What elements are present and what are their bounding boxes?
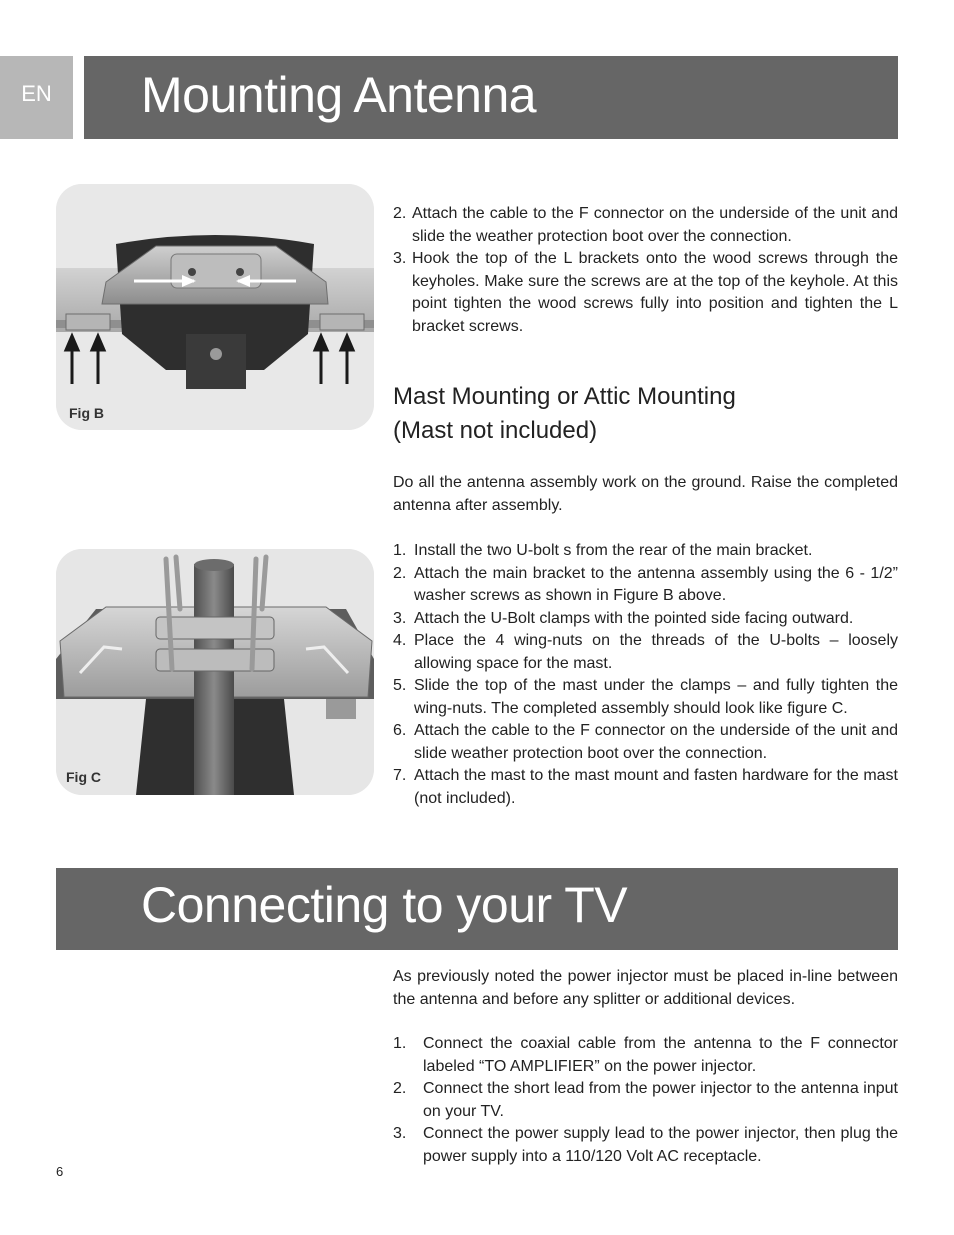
page-number: 6 xyxy=(56,1164,64,1179)
list-item: 3. Connect the power supply lead to the power injector, then plug the power supply into a 110/120 Volt AC receptacle. xyxy=(393,1125,898,1165)
section-header-connecting xyxy=(56,868,898,950)
figure-c-label: Fig C xyxy=(66,769,101,785)
list-item: 4. Place the 4 wing-nuts on the threads of the U-bolts – loosely allowing space for the mast. xyxy=(393,632,898,672)
figure-c-photo xyxy=(56,549,374,795)
tv-intro-paragraph: As previously noted the power injector must be placed in-line between the antenna and before any splitter or additional devices. xyxy=(393,968,898,1008)
section-header-mounting xyxy=(84,56,898,139)
list-item: 7. Attach the mast to the mast mount and fasten hardware for the mast (not included). xyxy=(393,767,898,807)
section-title-connecting: Connecting to your TV xyxy=(141,877,628,933)
figure-b xyxy=(56,184,374,430)
list-item: 2. Connect the short lead from the power injector to the antenna input on your TV. xyxy=(393,1080,898,1120)
list-item: 2. Attach the cable to the F connector on the underside of the unit and slide the weather protection boot over the connection. xyxy=(393,205,898,245)
list-item: 6. Attach the cable to the F connector on the underside of the unit and slide weather protection boot over the connection. xyxy=(393,722,898,762)
figure-c xyxy=(56,549,374,795)
list-item: 1. Install the two U-bolt s from the rear of the main bracket. xyxy=(393,542,813,559)
list-item: 3. Attach the U-Bolt clamps with the pointed side facing outward. xyxy=(393,609,854,627)
list-item: 3. Hook the top of the L brackets onto the wood screws through the keyholes. Make sure the screws are at the top of the keyhole. At this point tighten the wood screws fully into position and tighten the L bracket screws. xyxy=(393,250,898,335)
mast-intro-paragraph: Do all the antenna assembly work on the ground. Raise the completed antenna after assembly. xyxy=(393,474,898,514)
mounting-steps-list xyxy=(393,203,898,338)
mast-mounting-heading: Mast Mounting or Attic Mounting (Mast not included) xyxy=(393,383,736,444)
section-title-mounting: Mounting Antenna xyxy=(141,67,537,123)
tv-steps-list xyxy=(393,1033,898,1168)
figure-b-photo xyxy=(56,184,374,430)
language-tab: EN xyxy=(0,56,73,139)
list-item: 2. Attach the main bracket to the antenna assembly using the 6 - 1/2” washer screws as shown in Figure B above. xyxy=(393,564,898,604)
list-item: 5. Slide the top of the mast under the clamps – and fully tighten the wing-nuts. The completed assembly should look like figure C. xyxy=(393,677,898,717)
list-item: 1. Connect the coaxial cable from the antenna to the F connector labeled “TO AMPLIFIER” on the power injector. xyxy=(393,1035,898,1075)
figure-b-label: Fig B xyxy=(69,405,104,421)
mast-steps-list xyxy=(393,540,898,810)
